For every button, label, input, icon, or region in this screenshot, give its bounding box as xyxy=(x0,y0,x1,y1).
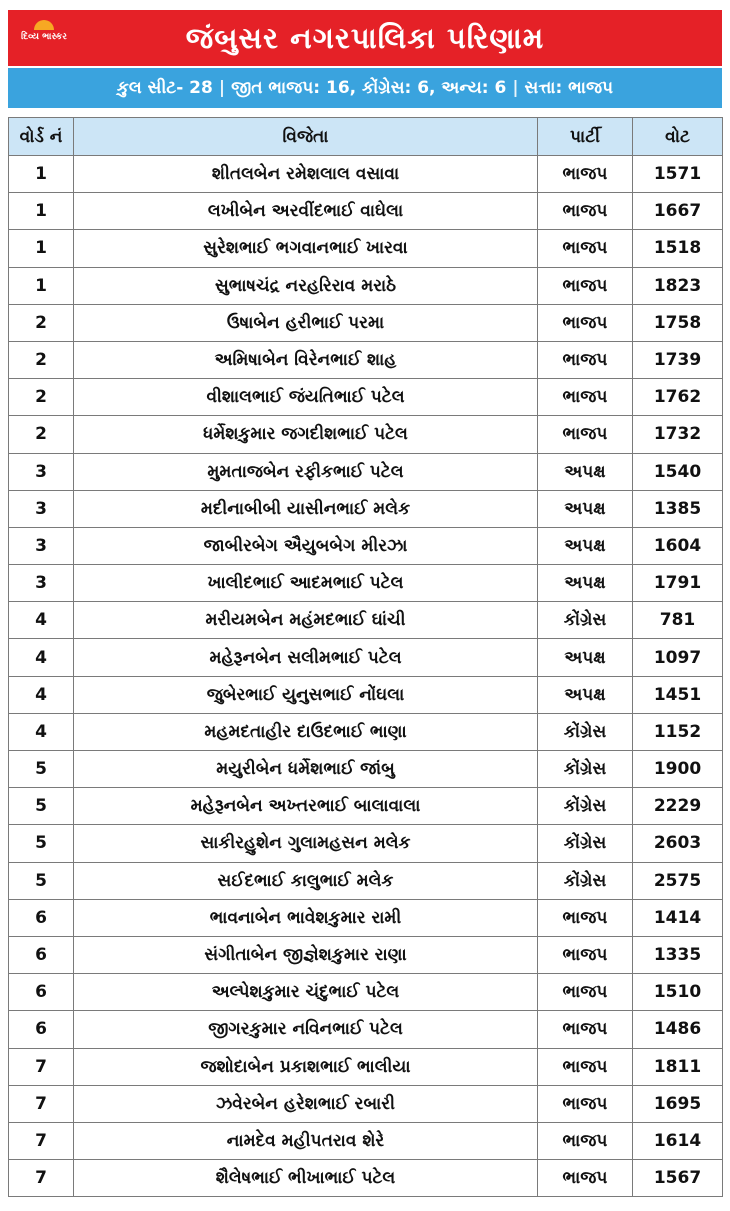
table-row xyxy=(9,862,723,899)
party-cell: અપક્ષ xyxy=(538,453,633,490)
table-row xyxy=(9,230,723,267)
party-cell: અપક્ષ xyxy=(538,527,633,564)
table-row xyxy=(9,193,723,230)
table-row xyxy=(9,304,723,341)
table-row xyxy=(9,1048,723,1085)
table-row xyxy=(9,825,723,862)
ward-cell: 4 xyxy=(9,639,74,676)
votes-cell: 2603 xyxy=(633,825,723,862)
divya-bhaskar-logo xyxy=(16,16,72,60)
party-cell: ભાજપ xyxy=(538,974,633,1011)
party-cell: અપક્ષ xyxy=(538,490,633,527)
votes-cell: 1414 xyxy=(633,899,723,936)
ruling-party: સત્તા: ભાજપ xyxy=(524,78,614,98)
total-seats: કુલ સીટ- 28 xyxy=(116,78,213,98)
votes-cell: 1486 xyxy=(633,1011,723,1048)
party-cell: ભાજપ xyxy=(538,156,633,193)
votes-cell: 1540 xyxy=(633,453,723,490)
summary-separator: | xyxy=(218,78,226,98)
winner-cell: ખાલીદભાઈ આદમભાઈ પટેલ xyxy=(74,565,538,602)
votes-cell: 1510 xyxy=(633,974,723,1011)
party-cell: કોંગ્રેસ xyxy=(538,713,633,750)
winner-cell: નામદેવ મહીપતરાવ શેરે xyxy=(74,1122,538,1159)
party-cell: કોંગ્રેસ xyxy=(538,788,633,825)
table-row xyxy=(9,490,723,527)
winner-cell: મુમતાજબેન રફીકભાઈ પટેલ xyxy=(74,453,538,490)
ward-cell: 3 xyxy=(9,490,74,527)
ward-cell: 6 xyxy=(9,974,74,1011)
winner-cell: મહેરૂનબેન અખ્તરભાઈ બાલાવાલા xyxy=(74,788,538,825)
ward-cell: 3 xyxy=(9,565,74,602)
title-banner xyxy=(8,10,722,66)
winner-cell: ઉષાબેન હરીભાઈ પરમા xyxy=(74,304,538,341)
ward-cell: 5 xyxy=(9,825,74,862)
votes-cell: 1739 xyxy=(633,341,723,378)
ward-cell: 1 xyxy=(9,193,74,230)
winner-cell: ધર્મેશકુમાર જગદીશભાઈ પટેલ xyxy=(74,416,538,453)
party-cell: ભાજપ xyxy=(538,267,633,304)
party-cell: ભાજપ xyxy=(538,416,633,453)
winner-cell: મહેરૂનબેન સલીમભાઈ પટેલ xyxy=(74,639,538,676)
ward-cell: 7 xyxy=(9,1122,74,1159)
table-row xyxy=(9,1160,723,1197)
party-cell: ભાજપ xyxy=(538,1160,633,1197)
votes-cell: 1385 xyxy=(633,490,723,527)
party-cell: ભાજપ xyxy=(538,899,633,936)
ward-cell: 5 xyxy=(9,751,74,788)
ward-cell: 6 xyxy=(9,936,74,973)
votes-cell: 1518 xyxy=(633,230,723,267)
table-row xyxy=(9,267,723,304)
votes-cell: 1900 xyxy=(633,751,723,788)
winner-cell: શૈલેષભાઈ ભીખાભાઈ પટેલ xyxy=(74,1160,538,1197)
table-row xyxy=(9,602,723,639)
logo-text: દિવ્ય ભાસ્કર xyxy=(21,32,67,42)
winner-cell: ભાવનાબેન ભાવેશકુમાર રામી xyxy=(74,899,538,936)
table-row xyxy=(9,1085,723,1122)
table-row xyxy=(9,751,723,788)
table-row xyxy=(9,676,723,713)
party-cell: ભાજપ xyxy=(538,1122,633,1159)
table-row xyxy=(9,416,723,453)
winner-cell: વીશાલભાઈ જંયતિભાઈ પટેલ xyxy=(74,379,538,416)
winner-cell: અલ્પેશકુમાર ચંદુભાઈ પટેલ xyxy=(74,974,538,1011)
ward-cell: 6 xyxy=(9,1011,74,1048)
page-title: જંબુસર નગરપાલિકા પરિણામ xyxy=(185,20,545,55)
party-cell: ભાજપ xyxy=(538,304,633,341)
ward-cell: 1 xyxy=(9,230,74,267)
winner-cell: મહમદતાહીર દાઉદભાઈ ભાણા xyxy=(74,713,538,750)
ward-cell: 4 xyxy=(9,676,74,713)
sun-icon xyxy=(34,20,54,30)
table-row xyxy=(9,899,723,936)
winner-cell: મરીયમબેન મહંમદભાઈ ઘાંચી xyxy=(74,602,538,639)
votes-cell: 1667 xyxy=(633,193,723,230)
winner-cell: સાકીરહુશેન ગુલામહસન મલેક xyxy=(74,825,538,862)
winner-cell: અમિષાબેન વિરેનભાઈ શાહ xyxy=(74,341,538,378)
ward-cell: 4 xyxy=(9,602,74,639)
ward-cell: 1 xyxy=(9,156,74,193)
winner-cell: શીતલબેન રમેશલાલ વસાવા xyxy=(74,156,538,193)
party-cell: અપક્ષ xyxy=(538,565,633,602)
votes-cell: 1571 xyxy=(633,156,723,193)
votes-cell: 1614 xyxy=(633,1122,723,1159)
table-row xyxy=(9,713,723,750)
table-row xyxy=(9,974,723,1011)
winner-cell: જુબેરભાઈ યુનુસભાઈ નોંઘલા xyxy=(74,676,538,713)
votes-cell: 1097 xyxy=(633,639,723,676)
votes-cell: 1823 xyxy=(633,267,723,304)
votes-cell: 2575 xyxy=(633,862,723,899)
table-row xyxy=(9,379,723,416)
votes-cell: 1335 xyxy=(633,936,723,973)
ward-cell: 7 xyxy=(9,1160,74,1197)
results-table xyxy=(8,117,723,1197)
party-wins: જીત ભાજપ: 16, કોંગ્રેસ: 6, અન્ય: 6 xyxy=(231,78,507,98)
ward-cell: 5 xyxy=(9,788,74,825)
winner-cell: સઈદભાઈ કાલુભાઈ મલેક xyxy=(74,862,538,899)
party-cell: કોંગ્રેસ xyxy=(538,602,633,639)
party-cell: ભાજપ xyxy=(538,1085,633,1122)
votes-cell: 1791 xyxy=(633,565,723,602)
ward-cell: 3 xyxy=(9,453,74,490)
ward-cell: 3 xyxy=(9,527,74,564)
winner-cell: મયુરીબેન ધર્મેશભાઈ જાંબુ xyxy=(74,751,538,788)
table-header-row xyxy=(9,118,723,156)
table-row xyxy=(9,341,723,378)
winner-cell: જશોદાબેન પ્રકાશભાઈ ભાલીયા xyxy=(74,1048,538,1085)
party-cell: ભાજપ xyxy=(538,230,633,267)
summary-separator: | xyxy=(512,78,519,98)
votes-cell: 1604 xyxy=(633,527,723,564)
ward-cell: 2 xyxy=(9,341,74,378)
winner-cell: સંગીતાબેન જીજ્ઞેશકુમાર રાણા xyxy=(74,936,538,973)
party-cell: ભાજપ xyxy=(538,1048,633,1085)
winner-cell: જાબીરબેગ ઐયુબબેગ મીરઝા xyxy=(74,527,538,564)
ward-cell: 4 xyxy=(9,713,74,750)
votes-cell: 1451 xyxy=(633,676,723,713)
ward-cell: 2 xyxy=(9,416,74,453)
table-row xyxy=(9,453,723,490)
table-row xyxy=(9,936,723,973)
column-header-ward: વોર્ડ નં xyxy=(9,118,74,156)
column-header-votes: વોટ xyxy=(633,118,723,156)
table-row xyxy=(9,639,723,676)
party-cell: અપક્ષ xyxy=(538,676,633,713)
party-cell: અપક્ષ xyxy=(538,639,633,676)
votes-cell: 1732 xyxy=(633,416,723,453)
party-cell: ભાજપ xyxy=(538,341,633,378)
ward-cell: 6 xyxy=(9,899,74,936)
winner-cell: સુરેશભાઈ ભગવાનભાઈ ખારવા xyxy=(74,230,538,267)
winner-cell: જીગરકુમાર નવિનભાઈ પટેલ xyxy=(74,1011,538,1048)
ward-cell: 7 xyxy=(9,1048,74,1085)
table-row xyxy=(9,156,723,193)
ward-cell: 5 xyxy=(9,862,74,899)
party-cell: કોંગ્રેસ xyxy=(538,825,633,862)
votes-cell: 1695 xyxy=(633,1085,723,1122)
table-row xyxy=(9,565,723,602)
ward-cell: 2 xyxy=(9,379,74,416)
ward-cell: 1 xyxy=(9,267,74,304)
party-cell: કોંગ્રેસ xyxy=(538,862,633,899)
column-header-party: પાર્ટી xyxy=(538,118,633,156)
table-row xyxy=(9,527,723,564)
votes-cell: 781 xyxy=(633,602,723,639)
votes-cell: 2229 xyxy=(633,788,723,825)
table-row xyxy=(9,1122,723,1159)
winner-cell: લખીબેન અરવીંદભાઈ વાઘેલા xyxy=(74,193,538,230)
table-row xyxy=(9,1011,723,1048)
table-row xyxy=(9,788,723,825)
votes-cell: 1811 xyxy=(633,1048,723,1085)
winner-cell: મદીનાબીબી યાસીનભાઈ મલેક xyxy=(74,490,538,527)
votes-cell: 1758 xyxy=(633,304,723,341)
party-cell: ભાજપ xyxy=(538,936,633,973)
party-cell: ભાજપ xyxy=(538,379,633,416)
winner-cell: સુભાષચંદ્ર નરહરિરાવ મરાઠે xyxy=(74,267,538,304)
winner-cell: ઝવેરબેન હરેશભાઈ રબારી xyxy=(74,1085,538,1122)
ward-cell: 2 xyxy=(9,304,74,341)
summary-bar xyxy=(8,68,722,108)
party-cell: ભાજપ xyxy=(538,193,633,230)
party-cell: ભાજપ xyxy=(538,1011,633,1048)
column-header-winner: વિજેતા xyxy=(74,118,538,156)
votes-cell: 1567 xyxy=(633,1160,723,1197)
votes-cell: 1152 xyxy=(633,713,723,750)
ward-cell: 7 xyxy=(9,1085,74,1122)
votes-cell: 1762 xyxy=(633,379,723,416)
party-cell: કોંગ્રેસ xyxy=(538,751,633,788)
